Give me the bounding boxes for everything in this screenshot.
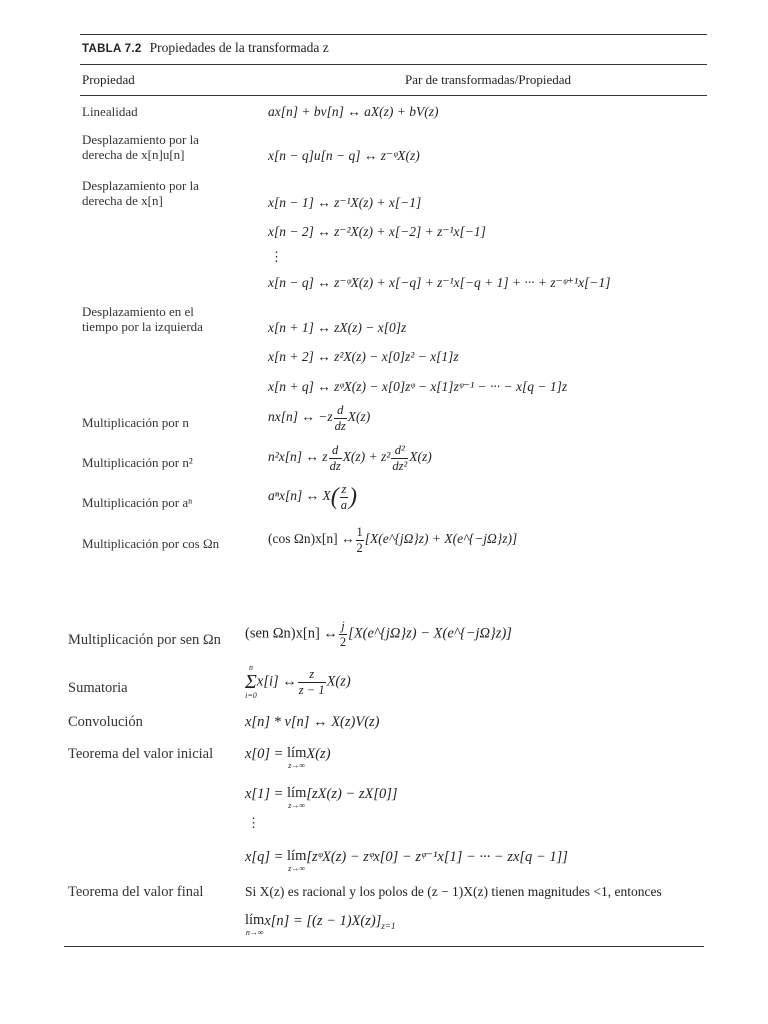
close-paren: ) — [349, 484, 357, 510]
row-desp-derecha-u-line2: derecha de x[n]u[n] — [82, 147, 185, 162]
sum-lhs: x[i] ↔ — [256, 673, 297, 690]
limit-operator — [245, 913, 264, 937]
header-property: Propiedad — [82, 72, 135, 87]
frac-num: d — [329, 444, 342, 459]
mult-n2-lhs: n²x[n] ↔ z — [268, 449, 328, 465]
row-desp-derecha-u-line1: Desplazamiento por la — [82, 132, 199, 147]
lim-subscript: z→∞ — [288, 760, 306, 770]
sum-upper-limit: n — [248, 663, 253, 672]
formula-vi-0 — [245, 746, 331, 770]
half-fraction — [356, 526, 364, 554]
formula-sumatoria — [245, 664, 351, 700]
table-label: TABLA 7.2 — [82, 43, 142, 55]
mult-n-lhs: nx[n] ↔ −z — [268, 409, 333, 425]
frac-num: j — [339, 620, 347, 635]
lim-text: lím — [287, 745, 307, 761]
formula-mult-cos — [268, 526, 517, 554]
frac-num: z — [341, 482, 347, 496]
row-sumatoria: Sumatoria — [68, 680, 128, 696]
lim-text: lím — [287, 848, 307, 864]
row-convolucion: Convolución — [68, 714, 143, 730]
vdots-valor-inicial: ⋮ — [247, 815, 260, 830]
row-desp-izq-line1: Desplazamiento en el — [82, 304, 194, 319]
formula-vi-q — [245, 849, 568, 873]
frac-den: dz — [329, 458, 341, 473]
sum-rhs: X(z) — [326, 673, 351, 690]
formula-mult-sen — [245, 620, 512, 648]
j-half-fraction — [339, 620, 347, 648]
mult-sen-lhs: (sen Ωn)x[n] ↔ — [245, 625, 338, 642]
frac-num: 1 — [356, 525, 363, 539]
frac-num: d² — [391, 444, 408, 459]
open-paren: ( — [330, 484, 339, 510]
row-desp-derecha-line2: derecha de x[n] — [82, 193, 163, 208]
formula-desp-der-2: x[n − 2] ↔ z⁻²X(z) + x[−2] + z⁻¹x[−1] — [268, 224, 486, 239]
sigma-icon: Σ — [245, 671, 257, 693]
limit-operator — [287, 746, 306, 770]
row-linealidad: Linealidad — [82, 104, 138, 119]
mult-cos-rhs: [X(e^{jΩ}z) + X(e^{−jΩ}z)] — [364, 531, 518, 547]
formula-desp-der-1: x[n − 1] ↔ z⁻¹X(z) + x[−1] — [268, 195, 422, 210]
frac-num: d — [334, 404, 347, 419]
formula-vf-condition: Si X(z) es racional y los polos de (z − 1)X(z) tienen magnitudes <1, entonces — [245, 884, 662, 899]
mult-n2-mid: X(z) + z² — [342, 449, 391, 465]
frac-num: z — [298, 668, 326, 683]
formula-mult-an — [268, 483, 357, 511]
row-valor-final: Teorema del valor final — [68, 884, 204, 900]
formula-desp-der-q: x[n − q] ↔ z⁻ᵠX(z) + x[−q] + z⁻¹x[−q + 1] + ··· + z⁻ᵠ⁺¹x[−1] — [268, 275, 611, 290]
frac-den: z − 1 — [298, 682, 325, 697]
row-mult-sen: Multiplicación por sen Ωn — [68, 632, 221, 648]
vi-q-lhs: x[q] = — [245, 849, 284, 865]
frac-den: dz — [334, 418, 346, 433]
lim-subscript: z→∞ — [288, 863, 306, 873]
mult-an-lhs: aⁿx[n] ↔ X — [268, 488, 331, 504]
vi-1-lhs: x[1] = — [245, 786, 284, 802]
derivative-fraction — [334, 404, 347, 432]
summation-symbol — [245, 664, 257, 700]
frac-den: 2 — [339, 634, 347, 649]
limit-operator — [287, 849, 306, 873]
row-mult-n: Multiplicación por n — [82, 415, 189, 430]
formula-mult-n — [268, 404, 370, 432]
vf-subscript: z=1 — [381, 920, 396, 931]
row-mult-cos: Multiplicación por cos Ωn — [82, 536, 220, 551]
derivative-fraction — [329, 444, 342, 472]
lim-text: lím — [287, 785, 307, 801]
z-over-a-fraction — [340, 483, 348, 511]
mult-cos-lhs: (cos Ωn)x[n] ↔ — [268, 531, 355, 547]
formula-mult-n2 — [268, 444, 432, 472]
formula-vf — [245, 913, 395, 937]
header-rule — [80, 95, 707, 96]
row-valor-inicial: Teorema del valor inicial — [68, 746, 214, 762]
vdots-desp-der: ⋮ — [270, 249, 283, 264]
lim-text: lím — [245, 912, 265, 928]
frac-den: dz² — [392, 458, 408, 473]
mult-n2-rhs: X(z) — [409, 449, 432, 465]
table-title: Propiedades de la transformada z — [149, 40, 329, 55]
row-desp-derecha-line1: Desplazamiento por la — [82, 178, 199, 193]
formula-linealidad: ax[n] + bv[n] ↔ aX(z) + bV(z) — [268, 104, 439, 119]
bottom-rule — [64, 946, 704, 947]
limit-operator — [287, 786, 306, 810]
row-desp-izq-line2: tiempo por la izquierda — [82, 319, 203, 334]
sum-lower-limit: i=0 — [245, 691, 257, 700]
caption-rule — [80, 64, 707, 65]
second-derivative-fraction — [391, 444, 408, 472]
table-caption — [82, 40, 329, 57]
formula-desp-izq-1: x[n + 1] ↔ zX(z) − x[0]z — [268, 320, 407, 335]
formula-desp-derecha-u: x[n − q]u[n − q] ↔ z⁻ᵠX(z) — [268, 148, 420, 163]
vi-0-lhs: x[0] = — [245, 746, 284, 762]
header-pair: Par de transformadas/Propiedad — [405, 72, 572, 87]
mult-n-rhs: X(z) — [347, 409, 371, 425]
formula-desp-izq-q: x[n + q] ↔ zᵠX(z) − x[0]zᵠ − x[1]zᵠ⁻¹ − ··· − x[q − 1]z — [268, 379, 568, 394]
row-mult-an: Multiplicación por aⁿ — [82, 495, 193, 510]
frac-den: 2 — [356, 540, 363, 555]
vi-1-rhs: [zX(z) − zX[0]] — [306, 786, 398, 802]
vf-lhs: x[n] = [(z − 1)X(z)] — [264, 913, 382, 929]
mult-sen-rhs: [X(e^{jΩ}z) − X(e^{−jΩ}z)] — [348, 625, 512, 642]
table-top-rule — [80, 34, 707, 35]
frac-den: a — [340, 497, 347, 512]
vi-0-rhs: X(z) — [306, 746, 331, 762]
formula-vi-1 — [245, 786, 398, 810]
row-mult-n2: Multiplicación por n² — [82, 455, 193, 470]
lim-subscript: n→∞ — [245, 927, 264, 937]
lim-subscript: z→∞ — [288, 800, 306, 810]
formula-convolucion: x[n] * v[n] ↔ X(z)V(z) — [245, 714, 380, 730]
formula-desp-izq-2: x[n + 2] ↔ z²X(z) − x[0]z² − x[1]z — [268, 349, 459, 364]
vi-q-rhs: [zᵠX(z) − zᵠx[0] − zᵠ⁻¹x[1] − ··· − zx[q − 1]] — [306, 849, 568, 865]
z-over-z-minus-1 — [298, 668, 326, 696]
